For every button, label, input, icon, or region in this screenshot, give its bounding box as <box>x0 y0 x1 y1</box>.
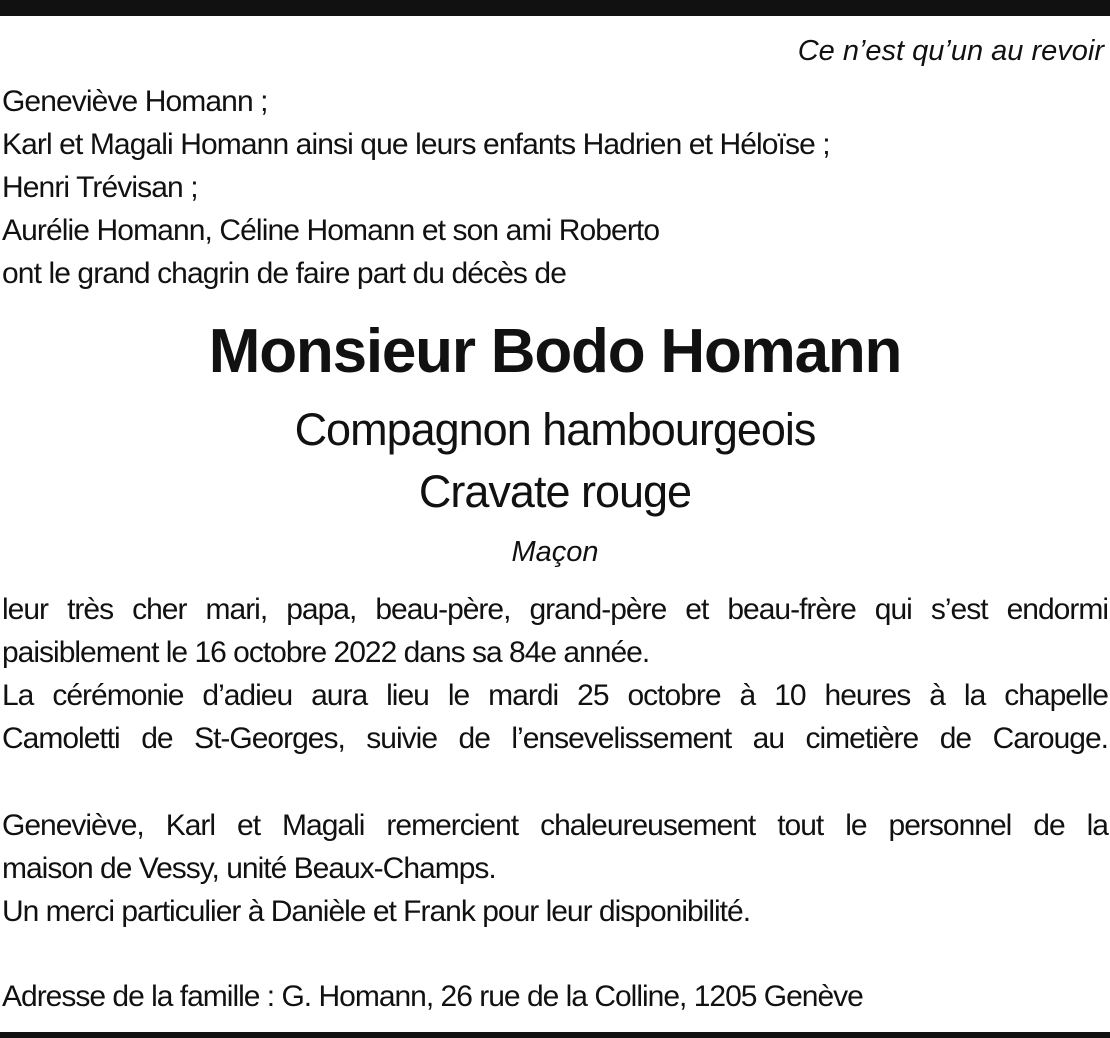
thanks-line: Un merci particulier à Danièle et Frank pour leur disponibilité. <box>2 895 751 928</box>
announcement-paragraph <box>2 588 1108 760</box>
thanks-line: Geneviève, Karl et Magali remercient chaleureusement tout le personnel de la <box>2 809 1108 842</box>
deceased-name: Monsieur Bodo Homann <box>208 317 902 386</box>
deceased-title-2: Cravate rouge <box>418 466 692 517</box>
announcement-line: leur très cher mari, papa, beau-père, grand-père et beau-frère qui s’est endormi <box>2 593 1108 626</box>
family-list <box>2 80 1108 295</box>
bottom-border-rule <box>0 1032 1110 1038</box>
top-border-rule <box>0 0 1110 16</box>
thanks-paragraph <box>2 804 1108 933</box>
deceased-trade: Maçon <box>511 536 599 568</box>
announcement-line: Camoletti de St-Georges, suivie de l’ensevelissement au cimetière de Carouge. <box>2 722 1108 755</box>
motto: Ce n’est qu’un au revoir <box>797 35 1104 67</box>
deceased-title-1: Compagnon hambourgeois <box>294 404 816 455</box>
family-line: Karl et Magali Homann ainsi que leurs enfants Hadrien et Héloïse ; <box>2 128 830 161</box>
thanks-line: maison de Vessy, unité Beaux-Champs. <box>2 852 496 885</box>
family-line: Aurélie Homann, Céline Homann et son ami Roberto <box>2 214 660 247</box>
family-line: ont le grand chagrin de faire part du décès de <box>2 257 567 290</box>
announcement-line: paisiblement le 16 octobre 2022 dans sa 84e année. <box>2 636 650 669</box>
family-line: Henri Trévisan ; <box>2 171 198 204</box>
address-line: Adresse de la famille : G. Homann, 26 rue de la Colline, 1205 Genève <box>2 980 863 1013</box>
family-line: Geneviève Homann ; <box>2 85 268 118</box>
family-address <box>2 975 1108 1018</box>
announcement-line: La cérémonie d’adieu aura lieu le mardi 25 octobre à 10 heures à la chapelle <box>2 679 1108 712</box>
